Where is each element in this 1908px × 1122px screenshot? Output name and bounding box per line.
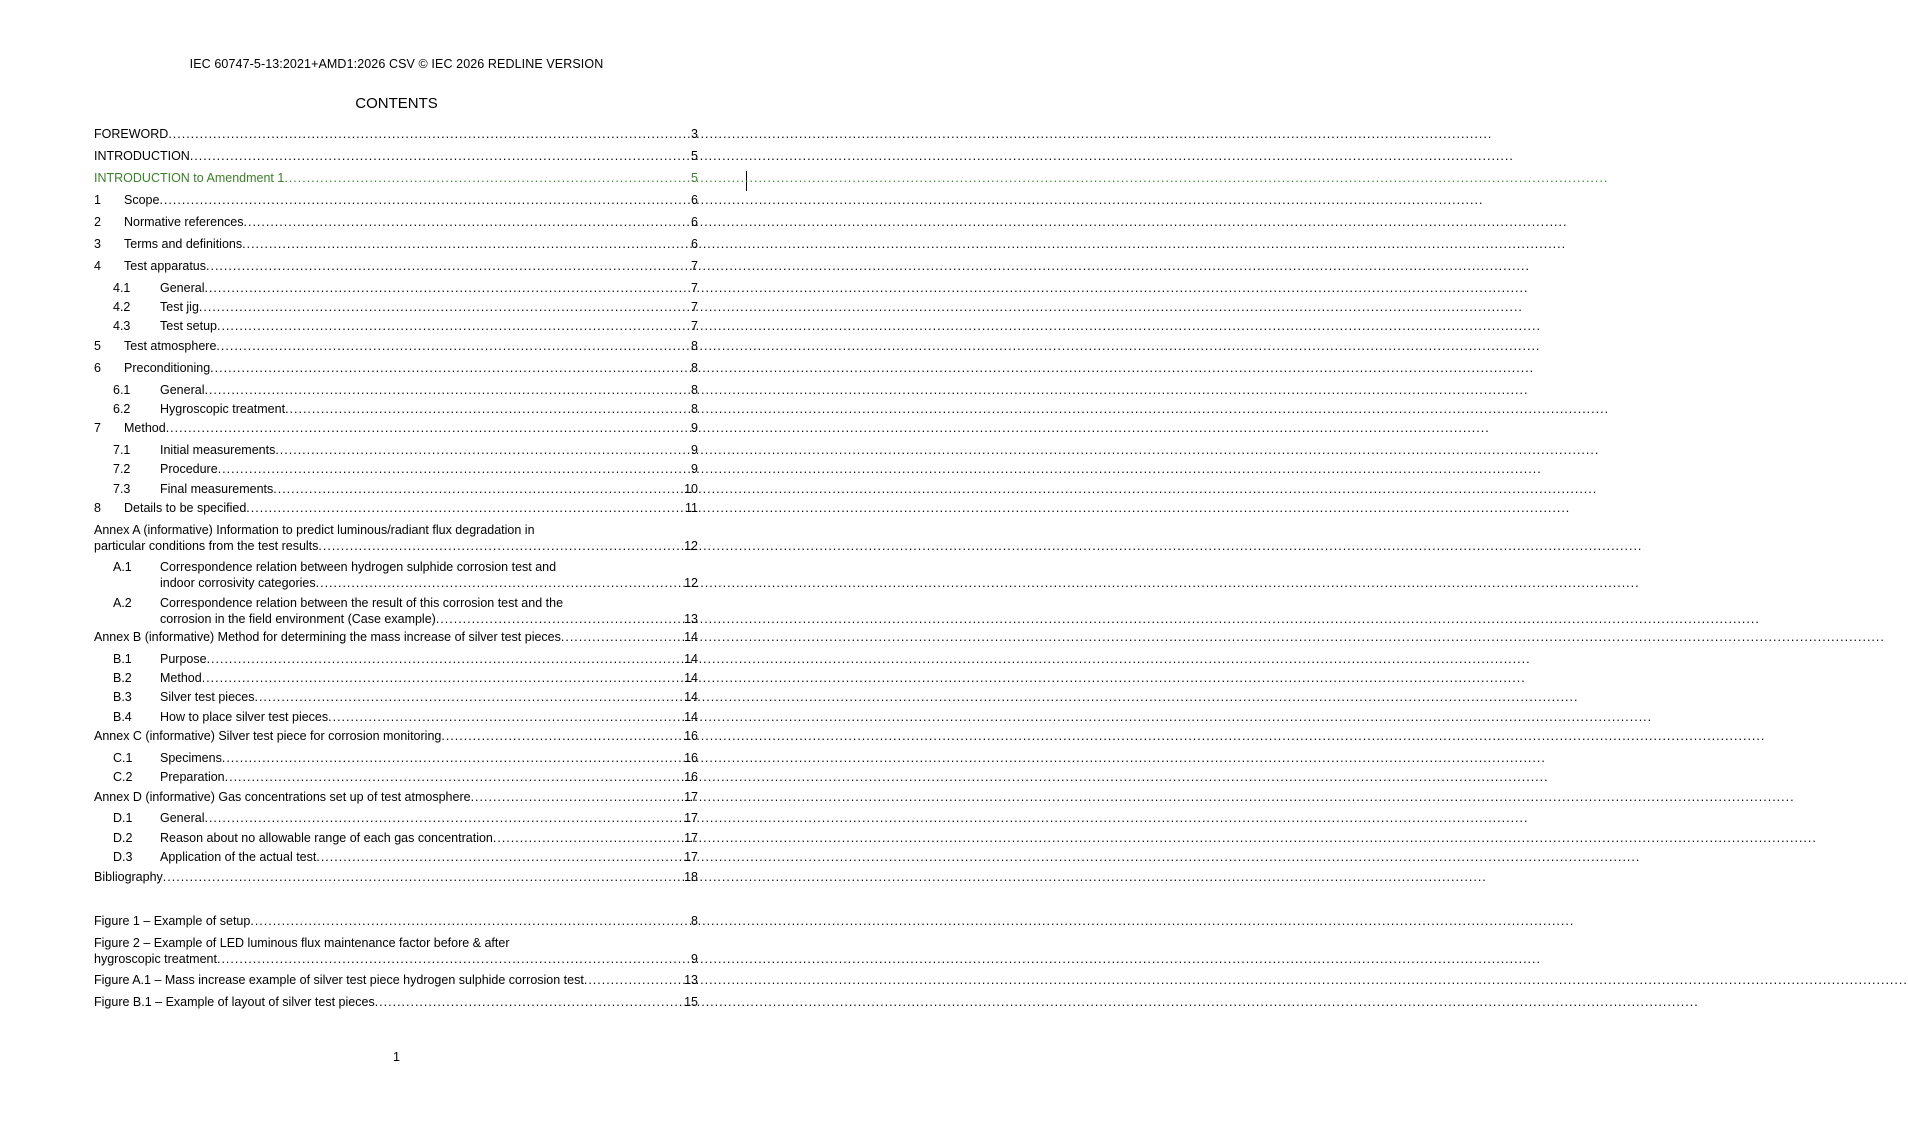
toc-page: 17 — [684, 790, 698, 804]
toc-title: Silver test pieces — [160, 690, 255, 704]
toc-number: 1 — [94, 193, 101, 207]
toc-title: INTRODUCTION to Amendment 1 — [94, 171, 285, 185]
leader-dots — [250, 913, 691, 929]
toc-title: Test apparatus — [124, 259, 206, 273]
toc-title: Application of the actual test — [160, 850, 317, 864]
toc-number: D.2 — [113, 831, 133, 845]
figure-page: 13 — [684, 973, 698, 987]
toc-page: 16 — [684, 770, 698, 784]
toc-title: Specimens — [160, 751, 222, 765]
toc-number: D.1 — [113, 811, 133, 825]
toc-number: 6 — [94, 361, 101, 375]
toc-entry-a-1[interactable] — [94, 559, 698, 591]
figure-title: Figure 1 – Example of setup — [94, 914, 251, 928]
leader-dots — [159, 192, 691, 208]
toc-page: 5 — [691, 171, 698, 185]
toc-entry-7-1[interactable] — [94, 442, 698, 458]
toc-page: 9 — [691, 443, 698, 457]
toc-entry-7[interactable] — [94, 420, 698, 436]
toc-page: 5 — [691, 149, 698, 163]
toc-title-line1: Correspondence relation between hydrogen sulphide corrosion test and — [160, 560, 557, 574]
toc-entry-1[interactable] — [94, 192, 698, 208]
toc-title: Normative references — [124, 215, 244, 229]
figure-entry-2[interactable] — [94, 935, 698, 967]
toc-page: 9 — [691, 462, 698, 476]
leader-dots — [166, 420, 691, 436]
toc-page: 17 — [684, 850, 698, 864]
toc-page: 14 — [684, 710, 698, 724]
toc-title: General — [160, 811, 205, 825]
leader-dots — [318, 538, 684, 554]
toc-number: 7 — [94, 421, 101, 435]
toc-entry-3[interactable] — [94, 236, 698, 252]
toc-title: General — [160, 383, 205, 397]
toc-entry-introduction-amendment[interactable] — [94, 170, 698, 186]
leader-dots — [285, 401, 691, 417]
toc-entry-6[interactable] — [94, 360, 698, 376]
toc-number: C.1 — [113, 751, 133, 765]
leader-dots — [375, 994, 684, 1010]
toc-number: 4.2 — [113, 300, 131, 314]
toc-page: 12 — [684, 539, 698, 553]
leader-dots — [222, 750, 684, 766]
leader-dots — [244, 214, 692, 230]
figure-title: hygroscopic treatment — [94, 952, 217, 966]
toc-page: 12 — [684, 576, 698, 590]
toc-title: Final measurements — [160, 482, 274, 496]
toc-title: INTRODUCTION — [94, 149, 190, 163]
toc-number: D.3 — [113, 850, 133, 864]
leader-dots — [199, 299, 691, 315]
leader-dots — [273, 481, 684, 497]
toc-number: B.4 — [113, 710, 132, 724]
toc-number: C.2 — [113, 770, 133, 784]
toc-entry-annex-b[interactable] — [94, 629, 698, 645]
toc-page: 10 — [684, 482, 698, 496]
leader-dots — [216, 338, 691, 354]
toc-title: Details to be specified — [124, 501, 247, 515]
toc-title: Annex C (informative) Silver test piece for corrosion monitoring — [94, 729, 442, 743]
leader-dots — [225, 769, 684, 785]
toc-page: 9 — [691, 421, 698, 435]
toc-entry-a-2[interactable] — [94, 595, 698, 627]
toc-page: 14 — [684, 671, 698, 685]
toc-page: 7 — [691, 281, 698, 295]
leader-dots — [561, 629, 684, 645]
figure-title-line1: Figure 2 – Example of LED luminous flux maintenance factor before & after — [94, 936, 510, 950]
toc-title: Purpose — [160, 652, 207, 666]
toc-entry-annex-d[interactable] — [94, 789, 698, 805]
toc-page: 18 — [684, 870, 698, 884]
leader-dots — [316, 849, 684, 865]
leader-dots — [584, 972, 684, 988]
toc-number: A.2 — [113, 596, 132, 610]
toc-entry-d-1[interactable] — [94, 810, 698, 826]
toc-title: Annex B (informative) Method for determining the mass increase of silver test pieces — [94, 630, 561, 644]
toc-title: FOREWORD — [94, 127, 169, 141]
leader-dots — [471, 789, 685, 805]
figure-entry-b-1[interactable] — [94, 994, 698, 1010]
toc-title: Annex D (informative) Gas concentrations set up of test atmosphere — [94, 790, 471, 804]
leader-dots — [316, 575, 684, 591]
figure-entry-1[interactable] — [94, 913, 698, 929]
leader-dots — [206, 258, 691, 274]
toc-title: Method — [124, 421, 166, 435]
toc-entry-b-2[interactable] — [94, 670, 698, 686]
leader-dots — [284, 170, 691, 186]
toc-entry-c-2[interactable] — [94, 769, 698, 785]
toc-entry-4-1[interactable] — [94, 280, 698, 296]
toc-title: Test setup — [160, 319, 217, 333]
leader-dots — [328, 709, 684, 725]
leader-dots — [207, 651, 685, 667]
toc-entry-7-3[interactable] — [94, 481, 698, 497]
toc-entry-5[interactable] — [94, 338, 698, 354]
figure-page: 9 — [691, 952, 698, 966]
toc-entry-4-2[interactable] — [94, 299, 698, 315]
contents-title: CONTENTS — [355, 95, 438, 112]
leader-dots — [204, 810, 684, 826]
toc-page: 13 — [684, 612, 698, 626]
leader-dots — [436, 611, 684, 627]
toc-title: Hygroscopic treatment — [160, 402, 286, 416]
toc-title: General — [160, 281, 205, 295]
toc-entry-4[interactable] — [94, 258, 698, 274]
toc-number: 6.2 — [113, 402, 131, 416]
toc-entry-annex-c[interactable] — [94, 728, 698, 744]
toc-page: 6 — [691, 237, 698, 251]
toc-title: Terms and definitions — [124, 237, 243, 251]
toc-entry-d-3[interactable] — [94, 849, 698, 865]
toc-page: 17 — [684, 831, 698, 845]
leader-dots — [204, 382, 691, 398]
toc-page: 16 — [684, 729, 698, 743]
toc-title: Bibliography — [94, 870, 163, 884]
toc-title-line1: Annex A (informative) Information to predict luminous/radiant flux degradation in — [94, 523, 535, 537]
toc-page: 14 — [684, 690, 698, 704]
toc-page: 7 — [691, 319, 698, 333]
figure-page: 8 — [691, 914, 698, 928]
toc-title: Preparation — [160, 770, 225, 784]
toc-page: 7 — [691, 300, 698, 314]
toc-entry-b-4[interactable] — [94, 709, 698, 725]
toc-number: 7.3 — [113, 482, 131, 496]
toc-entry-d-2[interactable] — [94, 830, 698, 846]
leader-dots — [254, 689, 684, 705]
figure-title: Figure B.1 – Example of layout of silver test pieces — [94, 995, 375, 1009]
toc-entry-introduction[interactable] — [94, 148, 698, 164]
toc-title: Test jig — [160, 300, 199, 314]
toc-entry-6-1[interactable] — [94, 382, 698, 398]
toc-page: 6 — [691, 193, 698, 207]
toc-title: Procedure — [160, 462, 218, 476]
toc-title: Method — [160, 671, 202, 685]
toc-page: 8 — [691, 339, 698, 353]
toc-entry-annex-a[interactable] — [94, 522, 698, 554]
toc-number: B.2 — [113, 671, 132, 685]
toc-page: 8 — [691, 361, 698, 375]
toc-title: Test atmosphere — [124, 339, 217, 353]
toc-number: B.1 — [113, 652, 132, 666]
toc-page: 3 — [691, 127, 698, 141]
leader-dots — [218, 461, 691, 477]
toc-number: 3 — [94, 237, 101, 251]
toc-number: 7.1 — [113, 443, 131, 457]
toc-title: indoor corrosivity categories — [160, 576, 316, 590]
leader-dots — [204, 280, 691, 296]
figure-title: Figure A.1 – Mass increase example of silver test piece hydrogen sulphide corrosion test — [94, 973, 584, 987]
leader-dots — [163, 869, 684, 885]
leader-dots — [275, 442, 691, 458]
toc-page: 17 — [684, 811, 698, 825]
figure-entry-a-1[interactable] — [94, 972, 698, 988]
toc-number: 5 — [94, 339, 101, 353]
toc-number: 4.3 — [113, 319, 131, 333]
leader-dots — [493, 830, 684, 846]
toc-entry-b-1[interactable] — [94, 651, 698, 667]
toc-title: Reason about no allowable range of each gas concentration — [160, 831, 493, 845]
page-number: 1 — [393, 1050, 400, 1064]
toc-number: 2 — [94, 215, 101, 229]
toc-page: 8 — [691, 383, 698, 397]
toc-number: 8 — [94, 501, 101, 515]
toc-title: Initial measurements — [160, 443, 276, 457]
leader-dots — [168, 126, 691, 142]
toc-page: 11 — [685, 501, 698, 515]
toc-entry-foreword[interactable] — [94, 126, 698, 142]
toc-entry-6-2[interactable] — [94, 401, 698, 417]
leader-dots — [202, 670, 684, 686]
leader-dots — [242, 236, 691, 252]
toc-number: 7.2 — [113, 462, 131, 476]
toc-title: corrosion in the field environment (Case example) — [160, 612, 436, 626]
toc-entry-8[interactable] — [94, 500, 698, 516]
toc-page: 7 — [691, 259, 698, 273]
leader-dots — [217, 951, 691, 967]
leader-dots — [217, 318, 691, 334]
toc-page: 16 — [684, 751, 698, 765]
toc-title: particular conditions from the test results — [94, 539, 319, 553]
document-header: IEC 60747-5-13:2021+AMD1:2026 CSV © IEC 2026 REDLINE VERSION — [189, 57, 604, 71]
toc-number: 4.1 — [113, 281, 131, 295]
leader-dots — [246, 500, 685, 516]
toc-number: 4 — [94, 259, 101, 273]
toc-entry-c-1[interactable] — [94, 750, 698, 766]
leader-dots — [441, 728, 684, 744]
toc-number: 6.1 — [113, 383, 131, 397]
toc-title: Scope — [124, 193, 160, 207]
toc-page: 8 — [691, 402, 698, 416]
toc-page: 14 — [684, 652, 698, 666]
toc-number: A.1 — [113, 560, 132, 574]
leader-dots — [190, 148, 691, 164]
toc-entry-2[interactable] — [94, 214, 698, 230]
toc-title: How to place silver test pieces — [160, 710, 329, 724]
toc-page: 6 — [691, 215, 698, 229]
leader-dots — [210, 360, 691, 376]
toc-number: B.3 — [113, 690, 132, 704]
toc-title-line1: Correspondence relation between the result of this corrosion test and the — [160, 596, 564, 610]
figure-page: 15 — [684, 995, 698, 1009]
toc-entry-b-3[interactable] — [94, 689, 698, 705]
toc-entry-bibliography[interactable] — [94, 869, 698, 885]
toc-entry-7-2[interactable] — [94, 461, 698, 477]
toc-title: Preconditioning — [124, 361, 211, 375]
toc-entry-4-3[interactable] — [94, 318, 698, 334]
toc-page: 14 — [684, 630, 698, 644]
